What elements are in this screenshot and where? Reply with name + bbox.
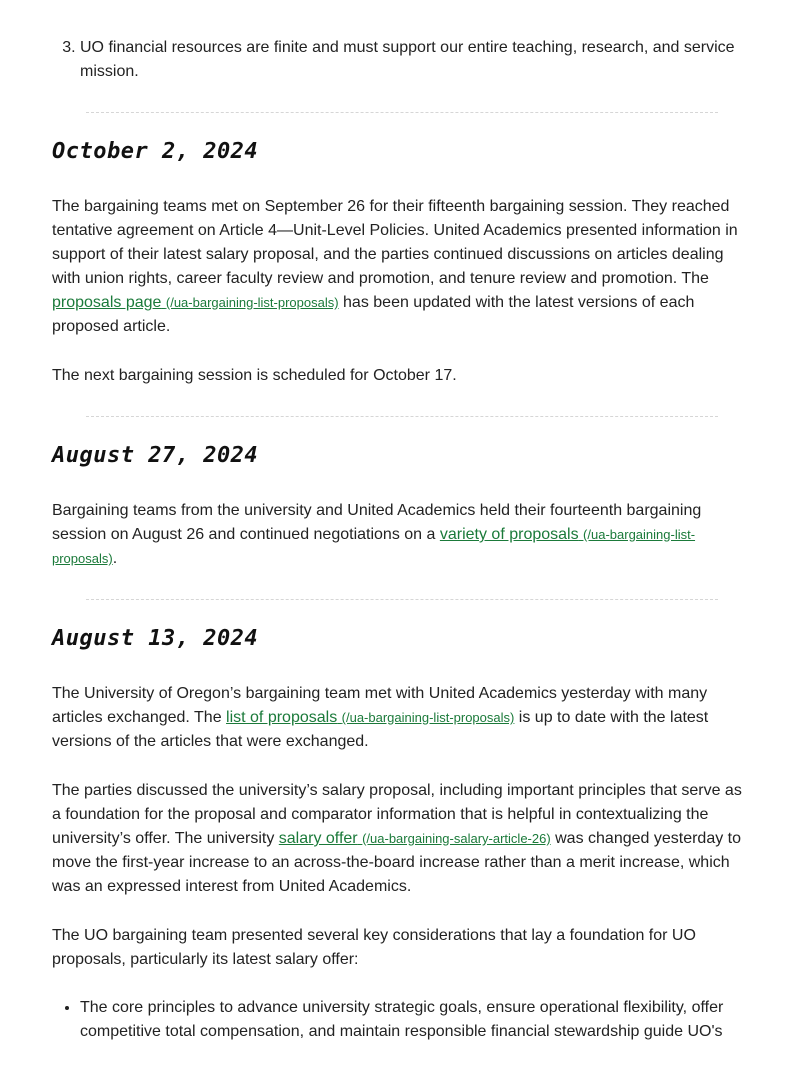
entry-paragraph: The parties discussed the university’s salary proposal, including important principles that serve as a foundation for the proposal and comparator information that is helpful in contextualizing the university’s offer. The university salary offer (/ua-bargaining-salary-article-26) was changed yesterday to move the first-year increase to an across-the-board increase rather than a merit increase, which was an expressed interest from United Academics.	[52, 782, 742, 895]
entry-date-heading: August 27, 2024	[52, 443, 259, 468]
entry-paragraph: The University of Oregon’s bargaining team met with United Academics yesterday with many articles exchanged. The list of proposals (/ua-bargaining-list-proposals) is up to date with the latest versions of the articles that were exchanged.	[52, 685, 709, 750]
update-october-2-2024	[52, 137, 752, 388]
list-of-proposals-link[interactable]: list of proposals (/ua-bargaining-list-proposals)	[226, 709, 515, 726]
section-divider	[86, 416, 718, 417]
entry-date-heading: October 2, 2024	[52, 139, 259, 164]
proposals-page-link[interactable]: proposals page (/ua-bargaining-list-proposals)	[52, 294, 339, 311]
entry-paragraph: The bargaining teams met on September 26 for their fifteenth bargaining session. They reached tentative agreement on Article 4—Unit-Level Policies. United Academics presented information in support of their latest salary proposal, and the parties continued discussions on articles dealing with union rights, career faculty review and promotion, and tenure review and promotion. The proposals page (/ua-bargaining-list-proposals) has been updated with the latest versions of each proposed article.	[52, 198, 738, 335]
entry-paragraph: The next bargaining session is scheduled for October 17.	[52, 367, 457, 384]
section-divider	[86, 112, 718, 113]
entry-paragraph: The UO bargaining team presented several key considerations that lay a foundation for UO proposals, particularly its latest salary offer:	[52, 927, 696, 968]
section-divider	[86, 599, 718, 600]
update-august-27-2024	[52, 441, 752, 571]
entry-paragraph: Bargaining teams from the university and United Academics held their fourteenth bargaining session on August 26 and continued negotiations on a variety of proposals (/ua-bargaining-list-proposals).	[52, 502, 702, 567]
entry-date-heading: August 13, 2024	[52, 626, 259, 651]
salary-offer-link[interactable]: salary offer (/ua-bargaining-salary-article-26)	[278, 830, 551, 847]
list-item: 3. UO financial resources are finite and must support our entire teaching, research, and service mission.	[80, 36, 752, 84]
list-item: • The core principles to advance university strategic goals, ensure operational flexibility, offer competitive total compensation, and maintain responsible financial stewardship guide UO's	[80, 996, 752, 1044]
principles-list	[52, 36, 752, 84]
page-content	[0, 36, 800, 1071]
update-august-13-2024	[52, 624, 752, 1044]
variety-of-proposals-link[interactable]: variety of proposals (/ua-bargaining-list-proposals)	[52, 526, 696, 566]
considerations-list	[52, 996, 752, 1044]
